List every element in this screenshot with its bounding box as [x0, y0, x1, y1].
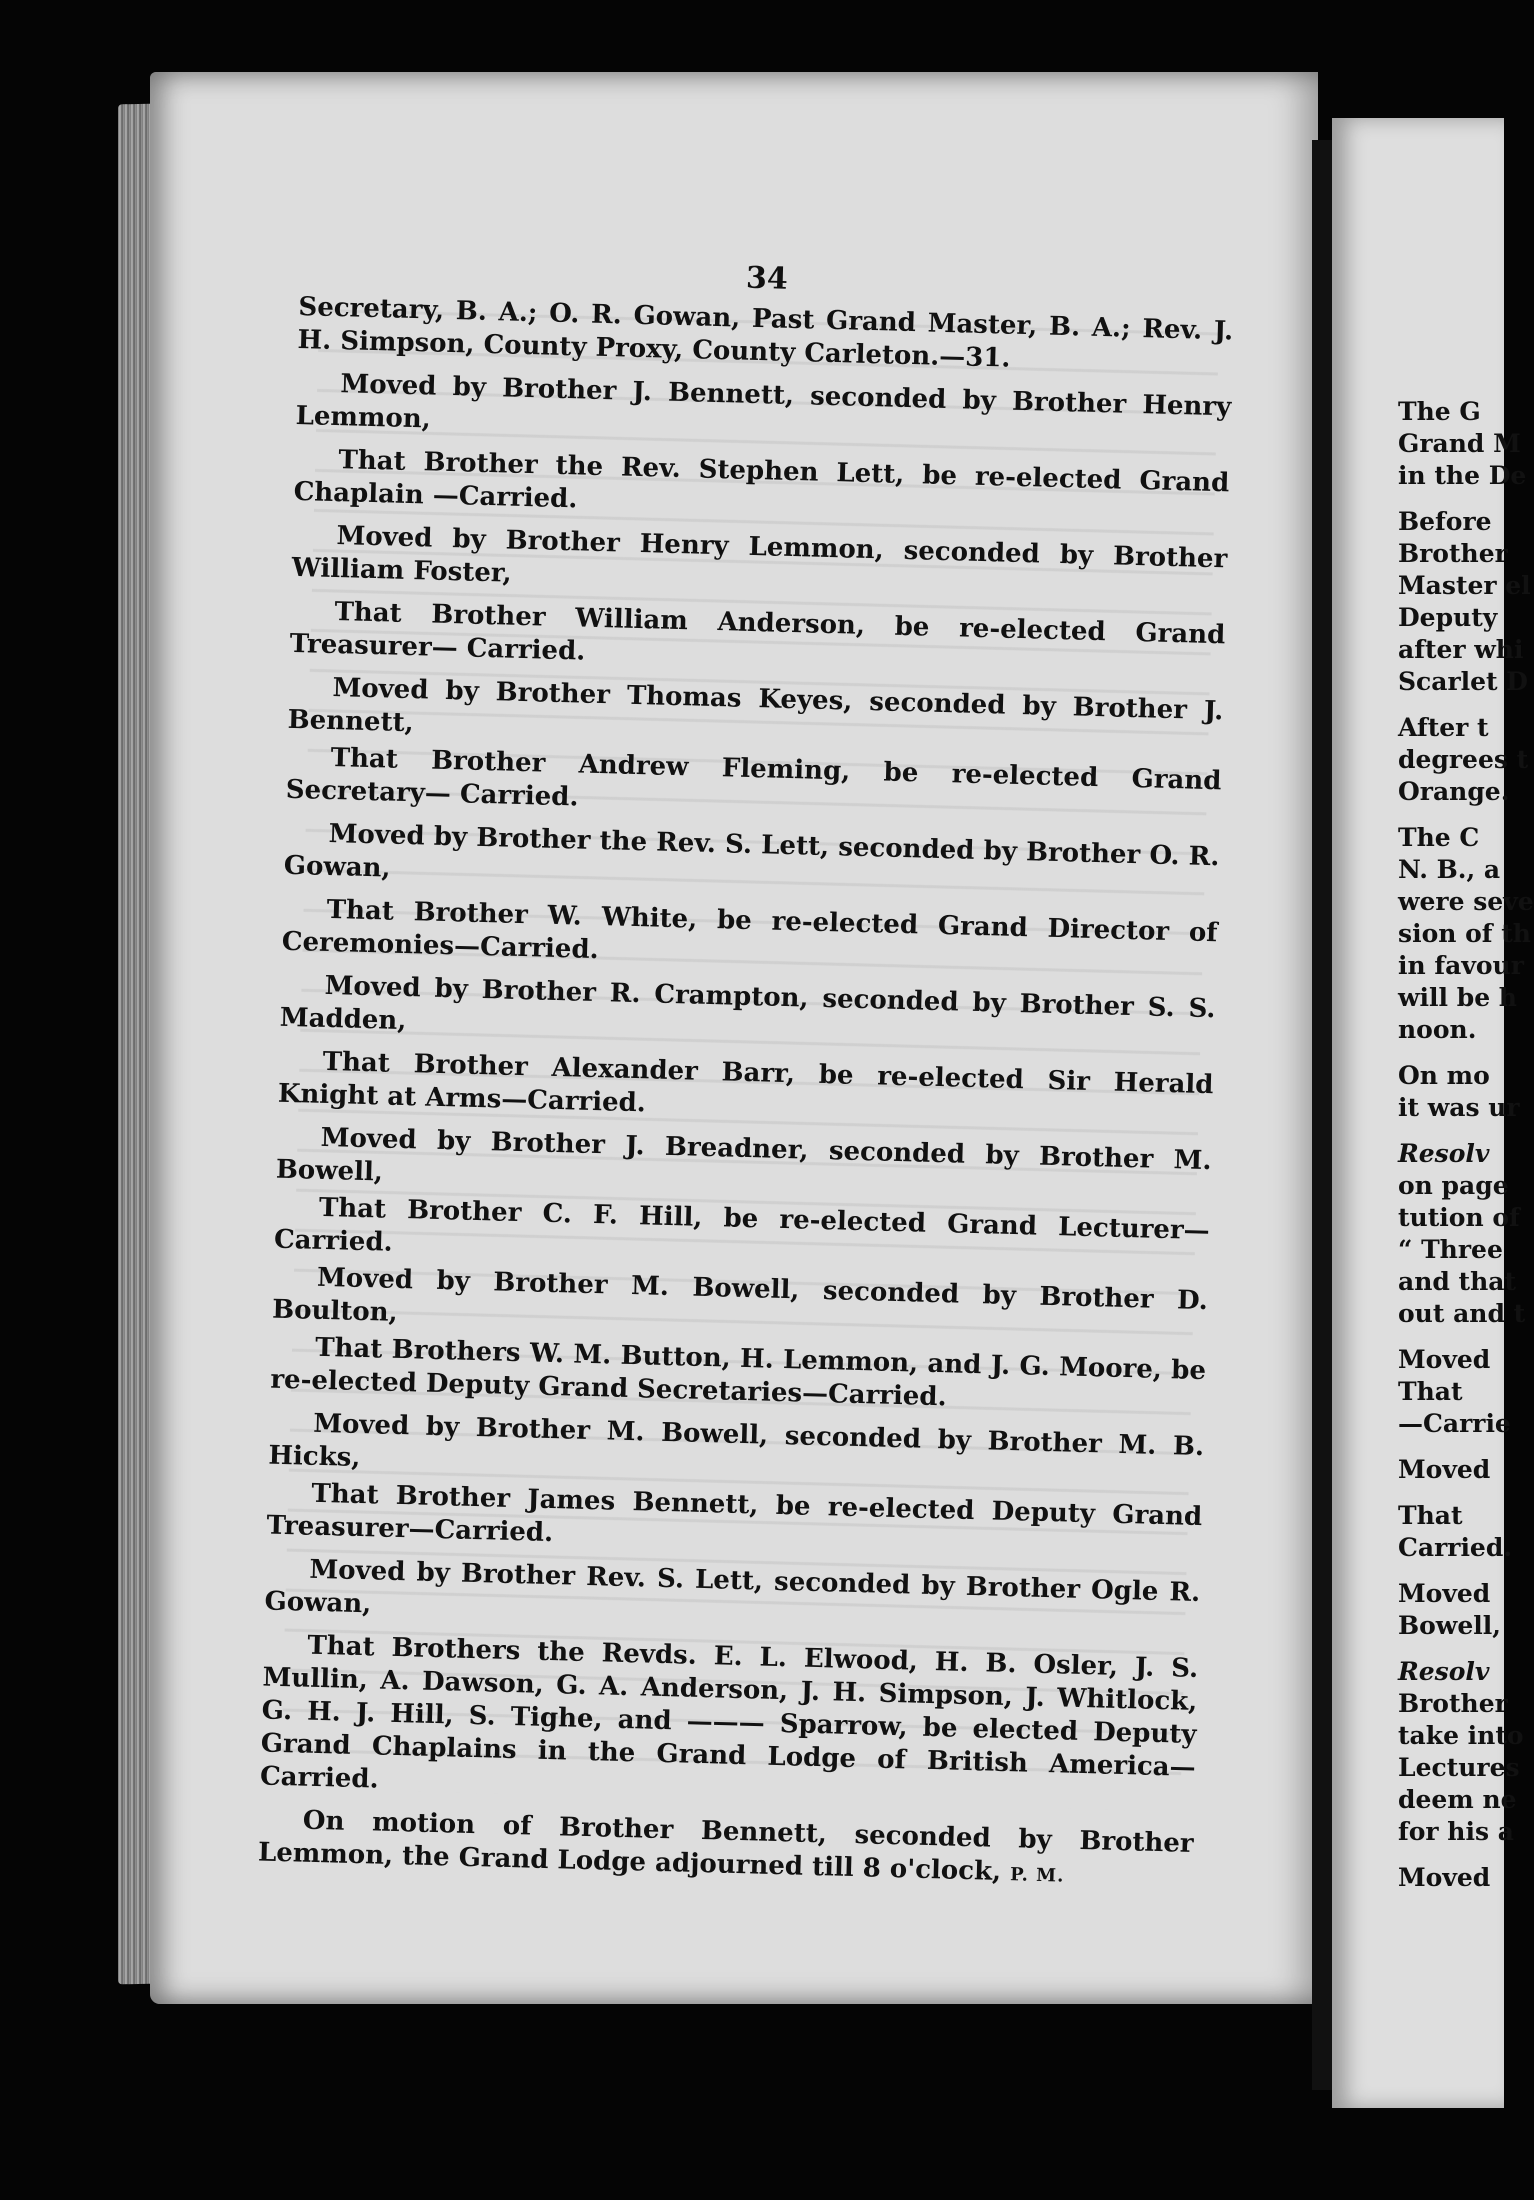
facing-line: The C — [1398, 823, 1480, 852]
facing-line: “ Three — [1398, 1235, 1503, 1264]
time-abbrev: P. M. — [1009, 1864, 1065, 1887]
paragraph: Moved by Brother M. Bowell, seconded by Brother D. Boulton, — [271, 1262, 1209, 1328]
paragraph: Moved by Brother J. Breadner, seconded by Brother M. Bowell, — [275, 1122, 1212, 1188]
facing-line: N. B., a — [1398, 855, 1501, 884]
paragraph: That Brother William Anderson, be re-elected Grand Treasurer— Carried. — [289, 597, 1226, 667]
facing-line: in favour — [1398, 951, 1524, 980]
facing-line: That — [1398, 1377, 1463, 1406]
facing-line: On mo — [1398, 1061, 1490, 1090]
facing-line: sion of th — [1398, 919, 1531, 948]
facing-line: for his a — [1398, 1817, 1514, 1846]
facing-line: degrees t — [1398, 745, 1529, 774]
facing-line: Bowell, — [1398, 1611, 1501, 1640]
paragraph: Moved by Brother Henry Lemmon, seconded by Brother William Foster, — [291, 521, 1228, 589]
spacer — [1398, 698, 1518, 712]
paragraph: That Brother the Rev. Stephen Lett, be re-elected Grand Chaplain —Carried. — [293, 445, 1230, 515]
paragraph: Moved by Brother M. Bowell, seconded by Brother M. B. Hicks, — [268, 1408, 1205, 1473]
facing-line: The G — [1398, 397, 1481, 426]
facing-line: it was ur — [1398, 1093, 1520, 1122]
paragraph: Moved by Brother Thomas Keyes, seconded by Brother J. Bennett, — [287, 673, 1224, 739]
facing-line: Deputy — [1398, 603, 1498, 632]
page-number: 34 — [745, 260, 789, 297]
facing-page-text — [1398, 396, 1534, 1894]
paragraph: That Brother James Bennett, be re-elected Deputy Grand Treasurer—Carried. — [266, 1478, 1203, 1549]
facing-line: Master el — [1398, 571, 1531, 600]
spacer — [1398, 1046, 1518, 1060]
facing-line: deem ne — [1398, 1785, 1517, 1814]
paragraph: Moved by Brother J. Bennett, seconded by Brother Henry Lemmon, — [295, 369, 1232, 435]
facing-line: Resolv — [1398, 1139, 1490, 1168]
book-gutter — [1312, 140, 1332, 2090]
facing-line: Brother — [1398, 1689, 1508, 1718]
facing-line: That — [1398, 1501, 1463, 1530]
facing-line: Scarlet D — [1398, 667, 1528, 696]
facing-line: —Carrie — [1398, 1409, 1511, 1438]
facing-line: Resolv — [1398, 1657, 1490, 1686]
paragraph: Secretary, B. A.; O. R. Gowan, Past Grand Master, B. A.; Rev. J. H. Simpson, County Proxy, County Carleton.—31. — [297, 291, 1234, 374]
spacer — [1398, 1642, 1518, 1656]
facing-line: Moved — [1398, 1863, 1491, 1892]
spacer — [1398, 1848, 1518, 1862]
paragraph: Moved by Brother the Rev. S. Lett, seconded by Brother O. R. Gowan, — [283, 818, 1220, 884]
paragraph: That Brothers W. M. Button, H. Lemmon, and J. G. Moore, be re-elected Deputy Grand Secretaries—Carried. — [270, 1332, 1207, 1413]
page-edges — [118, 104, 154, 1985]
facing-line: Before — [1398, 507, 1492, 536]
facing-line: on page — [1398, 1171, 1509, 1200]
facing-line: Moved — [1398, 1455, 1491, 1484]
facing-line: Moved — [1398, 1579, 1491, 1608]
paragraph: That Brother W. White, be re-elected Grand Director of Ceremonies—Carried. — [281, 894, 1218, 966]
spacer — [1398, 1330, 1518, 1344]
facing-line: in the De — [1398, 461, 1527, 490]
facing-line: tution of — [1398, 1203, 1520, 1232]
paragraph-adjourned — [258, 1803, 1194, 1895]
spacer — [1398, 1124, 1518, 1138]
paragraph: That Brothers the Revds. E. L. Elwood, H. B. Osler, J. S. Mullin, A. Dawson, G. A. Anderson, J. H. Simpson, J. Whitlock, G. H. J. Hill, S. Tighe, and ——— Sparrow, be elected Deputy Grand Chaplains in the Grand Lodge of British America—Carried. — [259, 1630, 1199, 1795]
spacer — [1398, 1440, 1518, 1454]
facing-line: Lectures — [1398, 1753, 1520, 1782]
facing-line: Carried. — [1398, 1533, 1513, 1562]
facing-line: were seve — [1398, 887, 1534, 916]
facing-line: Orange. — [1398, 777, 1510, 806]
paragraph: Moved by Brother Rev. S. Lett, seconded by Brother Ogle R. Gowan, — [264, 1554, 1201, 1620]
facing-line: noon. — [1398, 1015, 1477, 1044]
spacer — [1398, 1564, 1518, 1578]
adjourn-text: On motion of Brother Bennett, seconded by Brother Lemmon, the Grand Lodge adjourned till 8 o'clock, — [257, 1805, 1194, 1887]
paragraph: That Brother C. F. Hill, be re-elected Grand Lecturer—Carried. — [273, 1192, 1211, 1258]
facing-line: will be h — [1398, 983, 1517, 1012]
paragraph: That Brother Alexander Barr, be re-elected Sir Herald Knight at Arms—Carried. — [277, 1046, 1214, 1119]
facing-line: and that — [1398, 1267, 1517, 1296]
page-text — [257, 250, 1234, 1906]
facing-line: Brother — [1398, 539, 1508, 568]
spacer — [1398, 492, 1518, 506]
facing-line: After t — [1398, 713, 1489, 742]
facing-line: out and t — [1398, 1299, 1526, 1328]
facing-line: after whi — [1398, 635, 1524, 664]
facing-line: Moved — [1398, 1345, 1491, 1374]
facing-line: Grand M — [1398, 429, 1521, 458]
spacer — [1398, 808, 1518, 822]
facing-line: take into — [1398, 1721, 1524, 1750]
paragraph: Moved by Brother R. Crampton, seconded by Brother S. S. Madden, — [279, 970, 1216, 1037]
paragraph: That Brother Andrew Fleming, be re-elected Grand Secretary— Carried. — [285, 742, 1222, 813]
spacer — [1398, 1486, 1518, 1500]
